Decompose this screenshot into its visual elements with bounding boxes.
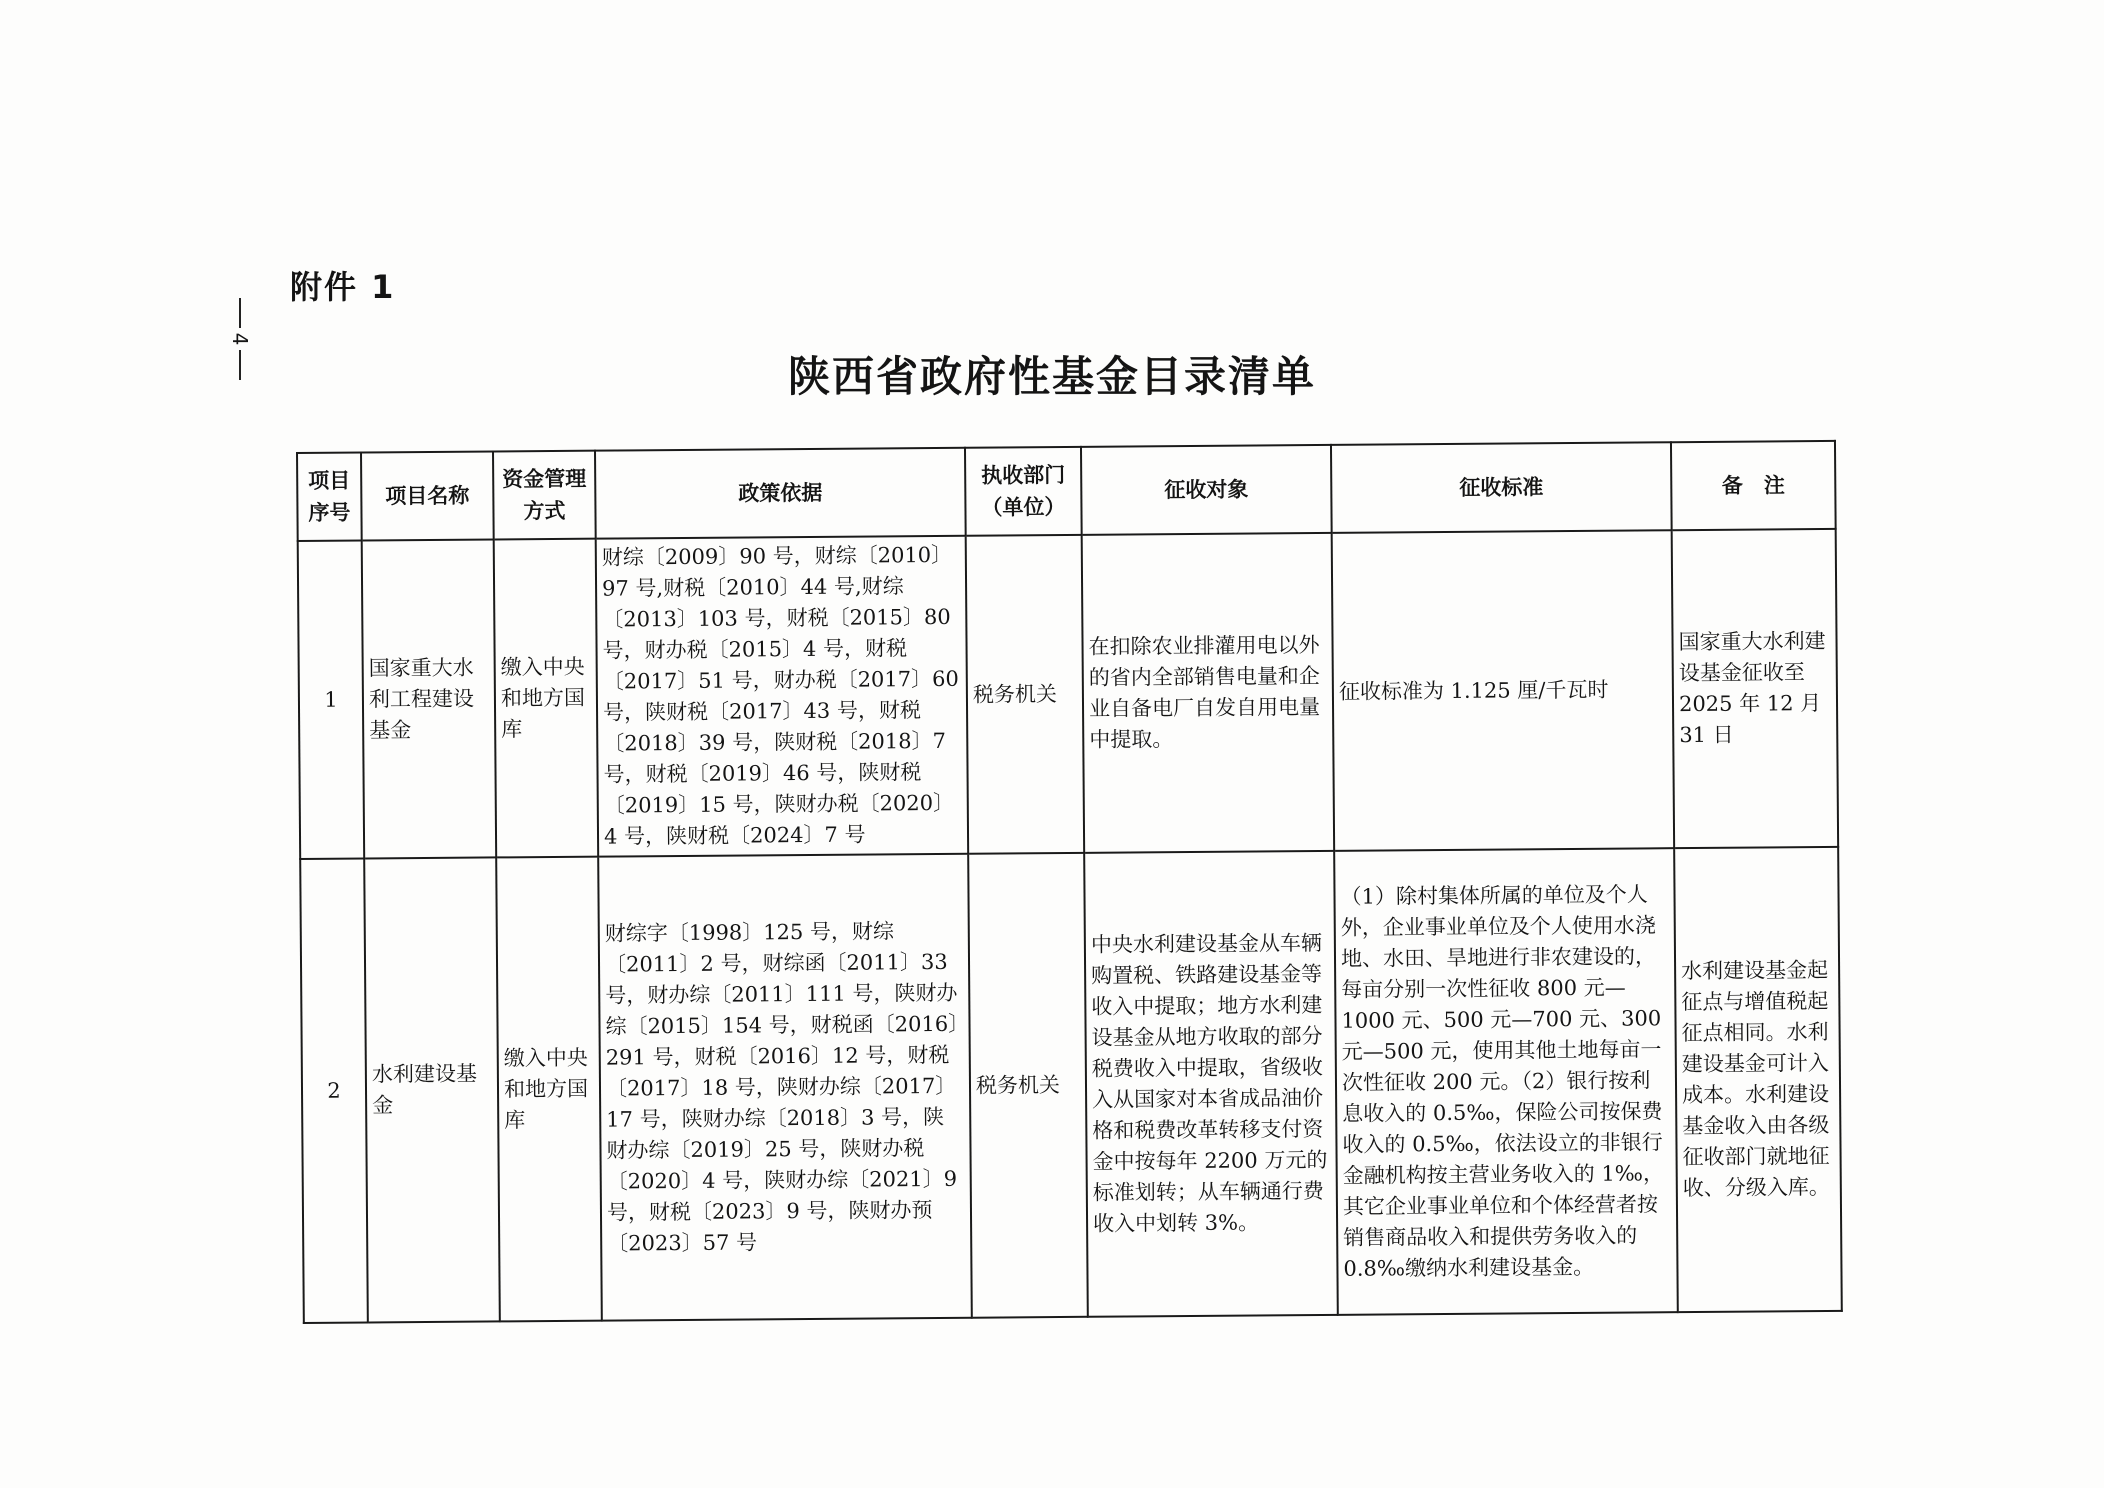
table-header-row: [297, 441, 1836, 541]
page-number: 4: [228, 332, 252, 346]
row-basis: 财综〔2009〕90 号，财综〔2010〕97 号,财税〔2010〕44 号,财综〔2013〕103 号，财税〔2015〕80 号，财办税〔2015〕4 号，财税〔2017〕51 号，财办税〔2017〕60 号，陕财税〔2017〕43 号，财税〔2018〕39 号，陕财税〔2018〕7 号，财税〔2019〕46 号，陕财税〔2019〕15 号，陕财办税〔2020〕4 号，陕财税〔2024〕7 号: [596, 536, 968, 857]
row-index: 2: [300, 858, 368, 1322]
header-department: 执收部门 （单位）: [965, 447, 1082, 536]
header-index: 项目 序号: [297, 452, 362, 540]
row-target: 在扣除农业排灌用电以外的省内全部销售电量和企业自备电厂自发自用电量中提取。: [1082, 533, 1334, 853]
header-standard: 征收标准: [1331, 442, 1672, 533]
row-department: 税务机关: [966, 535, 1084, 854]
header-management: 资金管理 方式: [493, 451, 596, 540]
header-remarks: 备 注: [1671, 441, 1836, 530]
header-target: 征收对象: [1081, 445, 1332, 535]
table-row: [300, 847, 1842, 1323]
row-department: 税务机关: [968, 853, 1088, 1318]
header-name: 项目名称: [361, 451, 494, 540]
table-row: [298, 529, 1838, 859]
row-management: 缴入中央和地方国库: [494, 539, 598, 858]
header-basis: 政策依据: [595, 448, 966, 539]
row-standard: 征收标准为 1.125 厘/千瓦时: [1332, 530, 1674, 851]
attachment-label: 附件 1: [290, 268, 396, 306]
row-standard: （1）除村集体所属的单位及个人外，企业事业单位及个人使用水浇地、水田、旱地进行非农建设的，每亩分别一次性征收 800 元—1000 元、500 元—700 元、300 元—500 元，使用其他土地每亩一次性征收 200 元。（2）银行按利息收入的 0.5‰，保险公司按保费收入的 0.5‰，依法设立的非银行金融机构按主营业务收入的 1‰，其它企业事业单位和个体经营者按销售商品收入和提供劳务收入的 0.8‰缴纳水利建设基金。: [1334, 848, 1678, 1315]
row-target: 中央水利建设基金从车辆购置税、铁路建设基金等收入中提取；地方水利建设基金从地方收取的部分税费收入中提取，省级收入从国家对本省成品油价格和税费改革转移支付资金中按每年 2200 万元的标准划转；从车辆通行费收入中划转 3%。: [1084, 851, 1338, 1317]
document-title: 陕西省政府性基金目录清单: [787, 352, 1316, 401]
row-basis: 财综字〔1998〕125 号，财综〔2011〕2 号，财综函〔2011〕33 号，财办综〔2011〕111 号，陕财办综〔2015〕154 号，财税函〔2016〕291 号，财税〔2016〕12 号，财税〔2017〕18 号，陕财办综〔2017〕17 号，陕财办综〔2018〕3 号，陕财办综〔2019〕25 号，陕财办税〔2020〕4 号，陕财办综〔2021〕9 号，财税〔2023〕9 号，陕财办预〔2023〕57 号: [598, 854, 972, 1321]
fund-catalog-table: [296, 440, 1843, 1324]
row-remarks: 国家重大水利建设基金征收至 2025 年 12 月 31 日: [1672, 529, 1838, 848]
row-management: 缴入中央和地方国库: [496, 857, 602, 1322]
row-name: 国家重大水利工程建设基金: [362, 539, 496, 858]
page-number-rule-top: [239, 298, 241, 328]
row-name: 水利建设基金: [364, 857, 500, 1322]
row-index: 1: [298, 540, 364, 858]
row-remarks: 水利建设基金起征点与增值税起征点相同。水利建设基金可计入成本。水利建设基金收入由各级征收部门就地征收、分级入库。: [1674, 847, 1842, 1312]
